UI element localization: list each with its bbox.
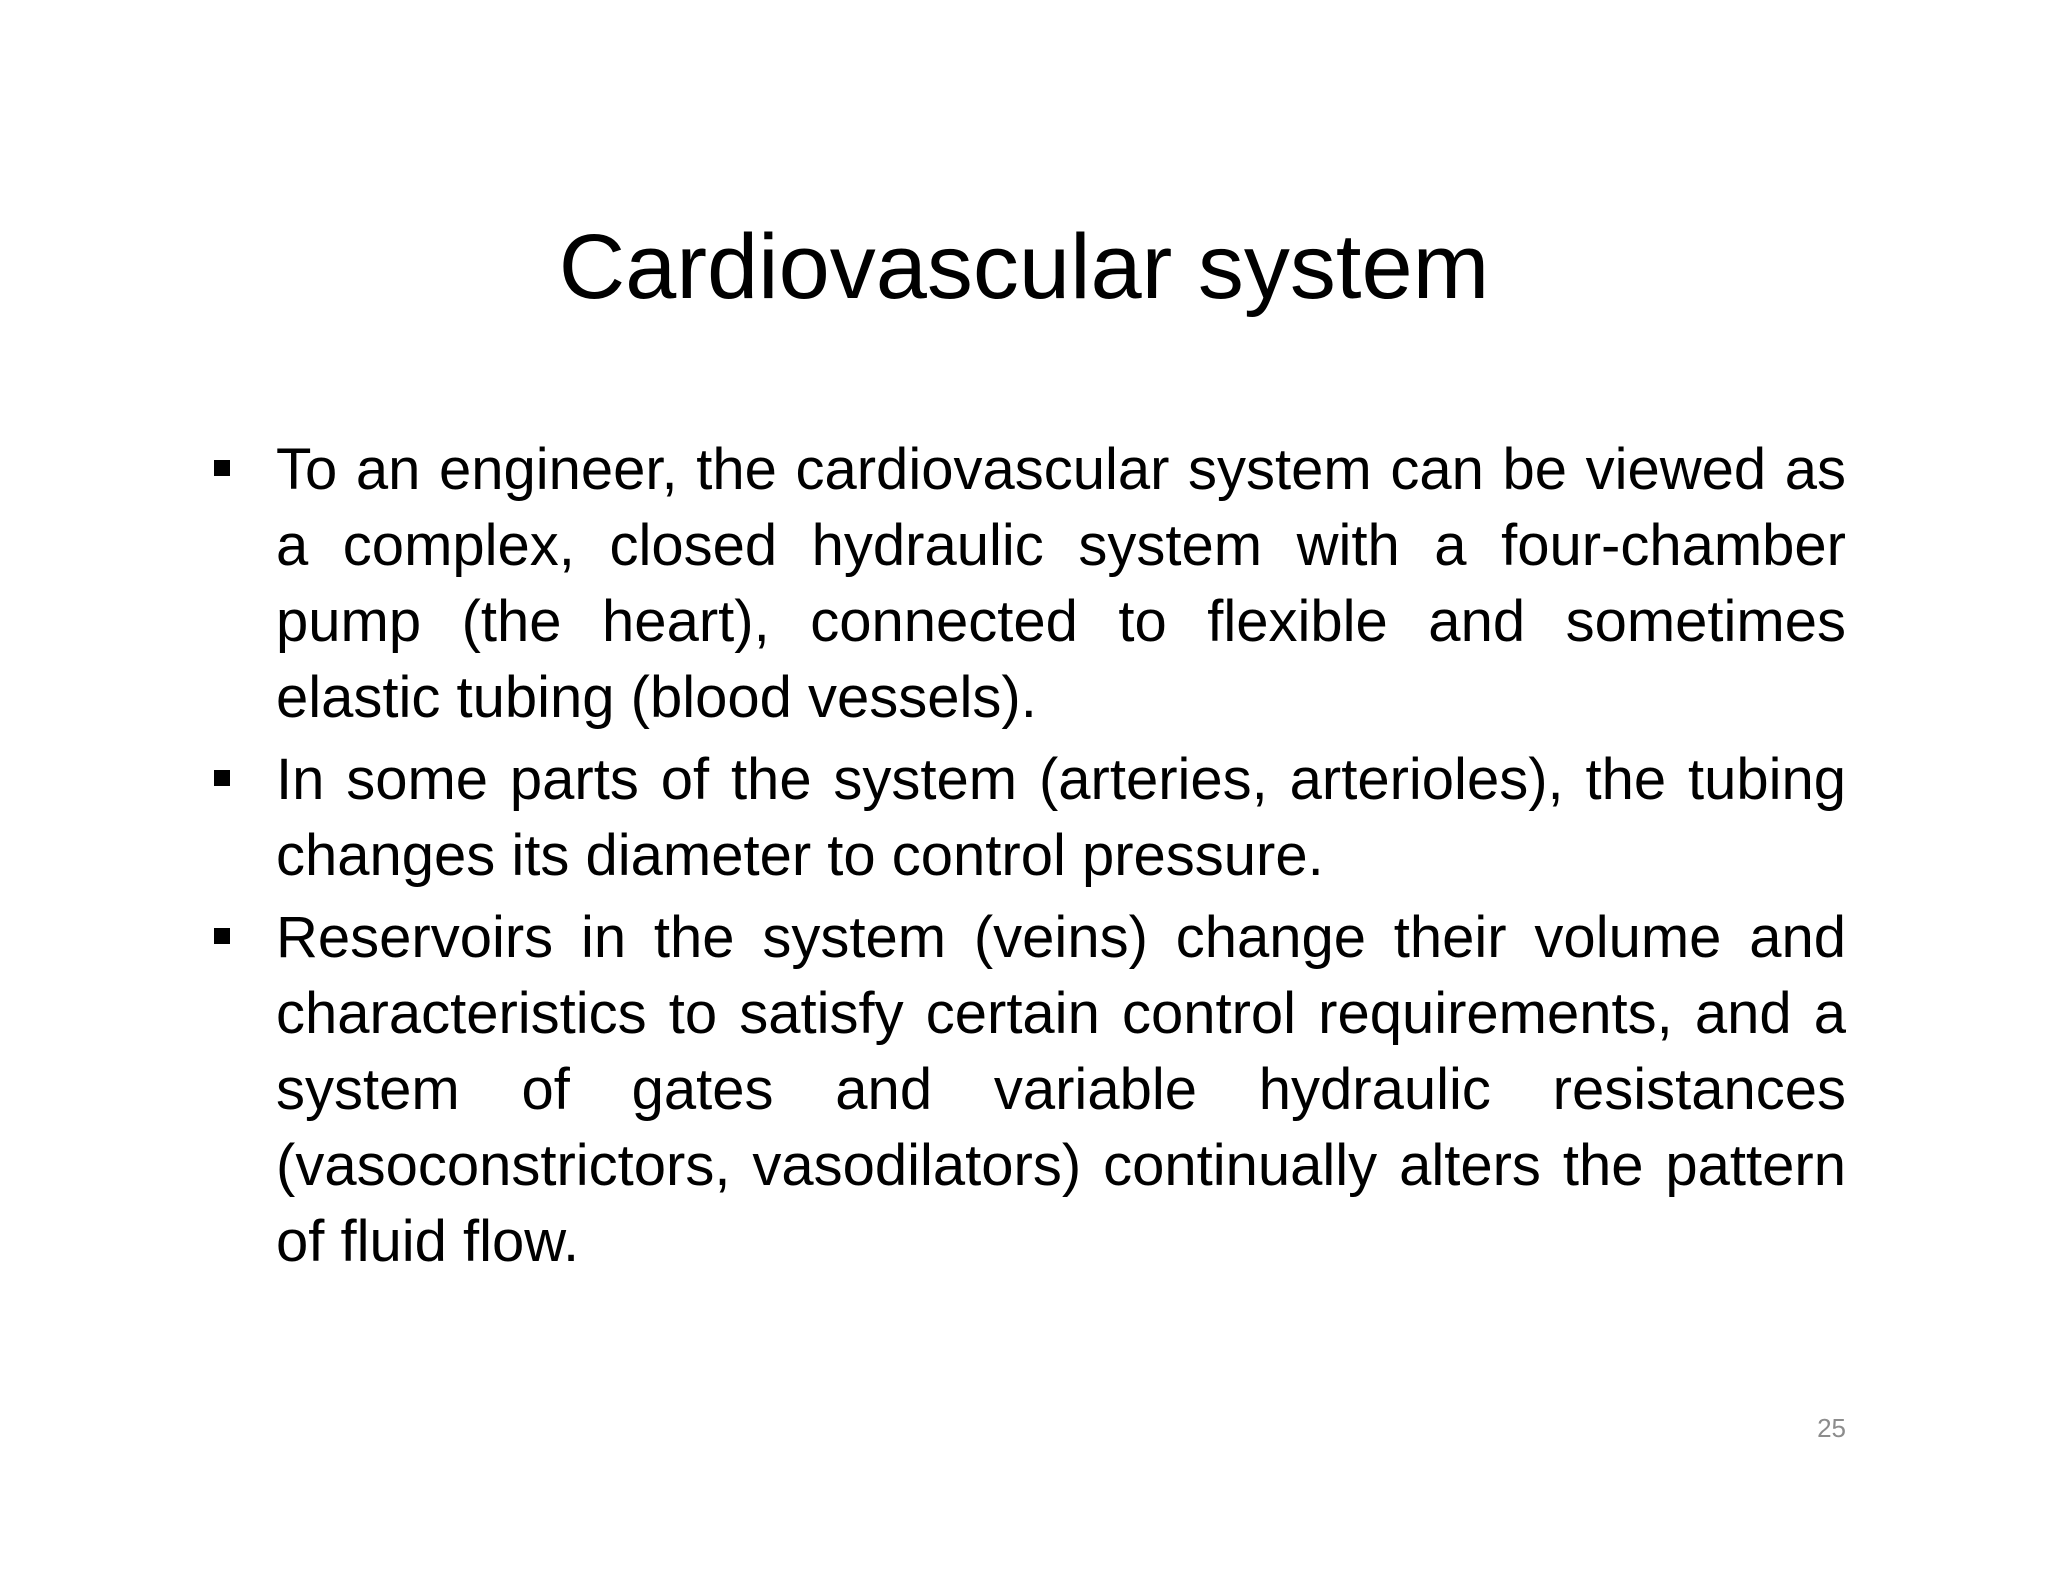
square-bullet-icon xyxy=(214,460,230,476)
bullet-text: Reservoirs in the system (veins) change their volume and characteristics to satisfy certain control requirements, and a system of gates and variable hydraulic resistances (vasoconstrictors, vasodilators) continually alters the pattern of fluid flow. xyxy=(276,905,1846,1274)
page-number: 25 xyxy=(1817,1413,1846,1443)
square-bullet-icon xyxy=(214,928,230,944)
bullet-item xyxy=(210,432,1846,736)
square-bullet-icon xyxy=(214,770,230,786)
bullet-list xyxy=(210,432,1846,1286)
bullet-text: In some parts of the system (arteries, arterioles), the tubing changes its diameter to control pressure. xyxy=(276,747,1846,888)
slide-title: Cardiovascular system xyxy=(558,216,1490,318)
bullet-text: To an engineer, the cardiovascular system can be viewed as a complex, closed hydraulic system with a four-chamber pump (the heart), connected to flexible and sometimes elastic tubing (blood vessels). xyxy=(276,437,1846,730)
bullet-item xyxy=(210,900,1846,1280)
bullet-item xyxy=(210,742,1846,894)
